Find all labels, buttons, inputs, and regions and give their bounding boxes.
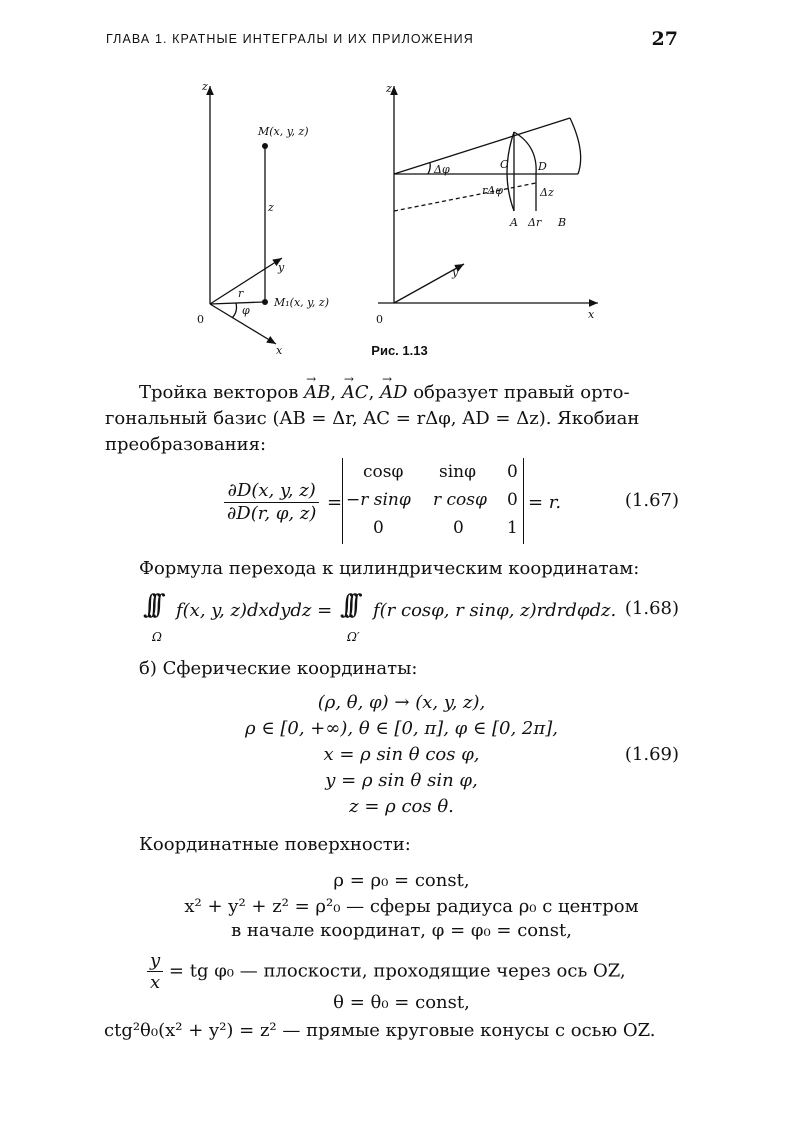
eq168-domain-lhs: Ω — [152, 630, 162, 644]
para1-text-b: образует правый орто- — [407, 382, 630, 403]
jacobian-den: ∂D(r, φ, z) — [227, 503, 317, 524]
frac-den: x — [150, 972, 161, 993]
left-r-label: r — [238, 287, 244, 300]
eq169-line: x = ρ sin θ cos φ, — [323, 744, 480, 765]
right-rdphi-label: rΔφ — [482, 184, 503, 197]
eq-number-169: (1.69) — [624, 744, 679, 765]
det-cell: 1 — [507, 518, 518, 538]
right-d-label: D — [538, 160, 547, 173]
determinant — [342, 458, 524, 544]
page-number: 27 — [651, 28, 678, 50]
para1-line1 — [139, 380, 630, 406]
eq169-line: z = ρ cos θ. — [349, 796, 454, 817]
surface-line-5: θ = θ₀ = const, — [333, 992, 470, 1013]
det-cell: 0 — [453, 518, 464, 538]
det-cell: cosφ — [363, 462, 404, 482]
left-z-label: z — [268, 201, 274, 214]
eq169-line: (ρ, θ, φ) → (x, y, z), — [317, 692, 486, 713]
eq167-rhs: = r. — [528, 492, 562, 513]
vector-ad: → AD — [380, 380, 407, 406]
left-phi-label: φ — [242, 304, 250, 317]
eq168-lhs: f(x, y, z)dxdydz = — [176, 600, 333, 621]
eq-number-167: (1.67) — [624, 490, 679, 511]
left-origin-label: 0 — [197, 313, 204, 326]
triple-integral-lhs: ∫∫∫ — [143, 590, 157, 620]
vector-ac: → AC — [342, 380, 369, 406]
right-c-label: C — [500, 158, 509, 171]
surface-line-3: в начале координат, φ = φ₀ = const, — [231, 920, 572, 941]
right-a-label: A — [510, 216, 518, 229]
det-cell: 0 — [373, 518, 384, 538]
page-header — [106, 30, 680, 50]
surface-line-4-text: = tg φ₀ — плоскости, проходящие через ось OZ, — [168, 960, 626, 982]
frac-num: y — [147, 950, 163, 972]
surface-line-2: x² + y² + z² = ρ²₀ — сферы радиуса ρ₀ с центром — [184, 896, 639, 917]
eq168-domain-rhs: Ω′ — [347, 630, 360, 644]
det-cell: sinφ — [439, 462, 477, 482]
para3: б) Сферические координаты: — [139, 658, 418, 679]
det-cell: 0 — [507, 490, 518, 510]
eq168-rhs: f(r cosφ, r sinφ, z)rdrdφdz. — [373, 600, 617, 621]
eq167-equals: = — [327, 492, 343, 513]
chapter-title: ГЛАВА 1. КРАТНЫЕ ИНТЕГРАЛЫ И ИХ ПРИЛОЖЕНИЯ — [106, 32, 474, 46]
det-cell: 0 — [507, 462, 518, 482]
jacobian-fraction — [224, 480, 319, 525]
sep: , — [368, 382, 381, 403]
para4: Координатные поверхности: — [139, 834, 411, 855]
jacobian-num: ∂D(x, y, z) — [224, 480, 319, 503]
surface-line-6: ctg²θ₀(x² + y²) = z² — прямые круговые конусы с осью OZ. — [104, 1020, 656, 1041]
triple-integral-rhs: ∫∫∫ — [340, 590, 354, 620]
right-dphi-label: Δφ — [434, 163, 450, 176]
right-axis-y-label: y — [452, 266, 459, 279]
vector-ab: → AB — [304, 380, 330, 406]
point-m — [262, 143, 268, 149]
sep: , — [330, 382, 342, 403]
left-point-m1-label: M₁(x, y, z) — [274, 296, 329, 309]
left-axis-x-label: x — [276, 344, 283, 357]
surface-line-4 — [147, 950, 626, 993]
para1-line3: преобразования: — [105, 434, 267, 455]
para1-text-a: Тройка векторов — [139, 382, 305, 403]
eq169-line: y = ρ sin θ sin φ, — [325, 770, 478, 791]
right-dr-label: Δr — [528, 216, 542, 229]
para2: Формула перехода к цилиндрическим координатам: — [139, 558, 640, 579]
figure-caption: Рис. 1.13 — [371, 343, 428, 358]
det-cell: −r sinφ — [346, 490, 411, 510]
right-b-label: B — [558, 216, 567, 229]
left-axis-z-label: z — [202, 80, 208, 93]
left-point-m-label: M(x, y, z) — [258, 125, 309, 138]
right-dz-label: Δz — [540, 186, 554, 199]
det-cell: r cosφ — [433, 490, 487, 510]
left-axis-y-label: y — [278, 261, 285, 274]
point-m1 — [262, 299, 268, 305]
right-axis-x-label: x — [588, 308, 595, 321]
right-origin-label: 0 — [376, 313, 383, 326]
eq-number-168: (1.68) — [624, 598, 679, 619]
right-axis-z-label: z — [386, 82, 392, 95]
para1-line2: гональный базис (AB = Δr, AC = rΔφ, AD = Δz). Якобиан — [105, 408, 640, 429]
eq169-line: ρ ∈ [0, +∞), θ ∈ [0, π], φ ∈ [0, 2π], — [245, 718, 558, 739]
surface-line-1: ρ = ρ₀ = const, — [333, 870, 470, 891]
